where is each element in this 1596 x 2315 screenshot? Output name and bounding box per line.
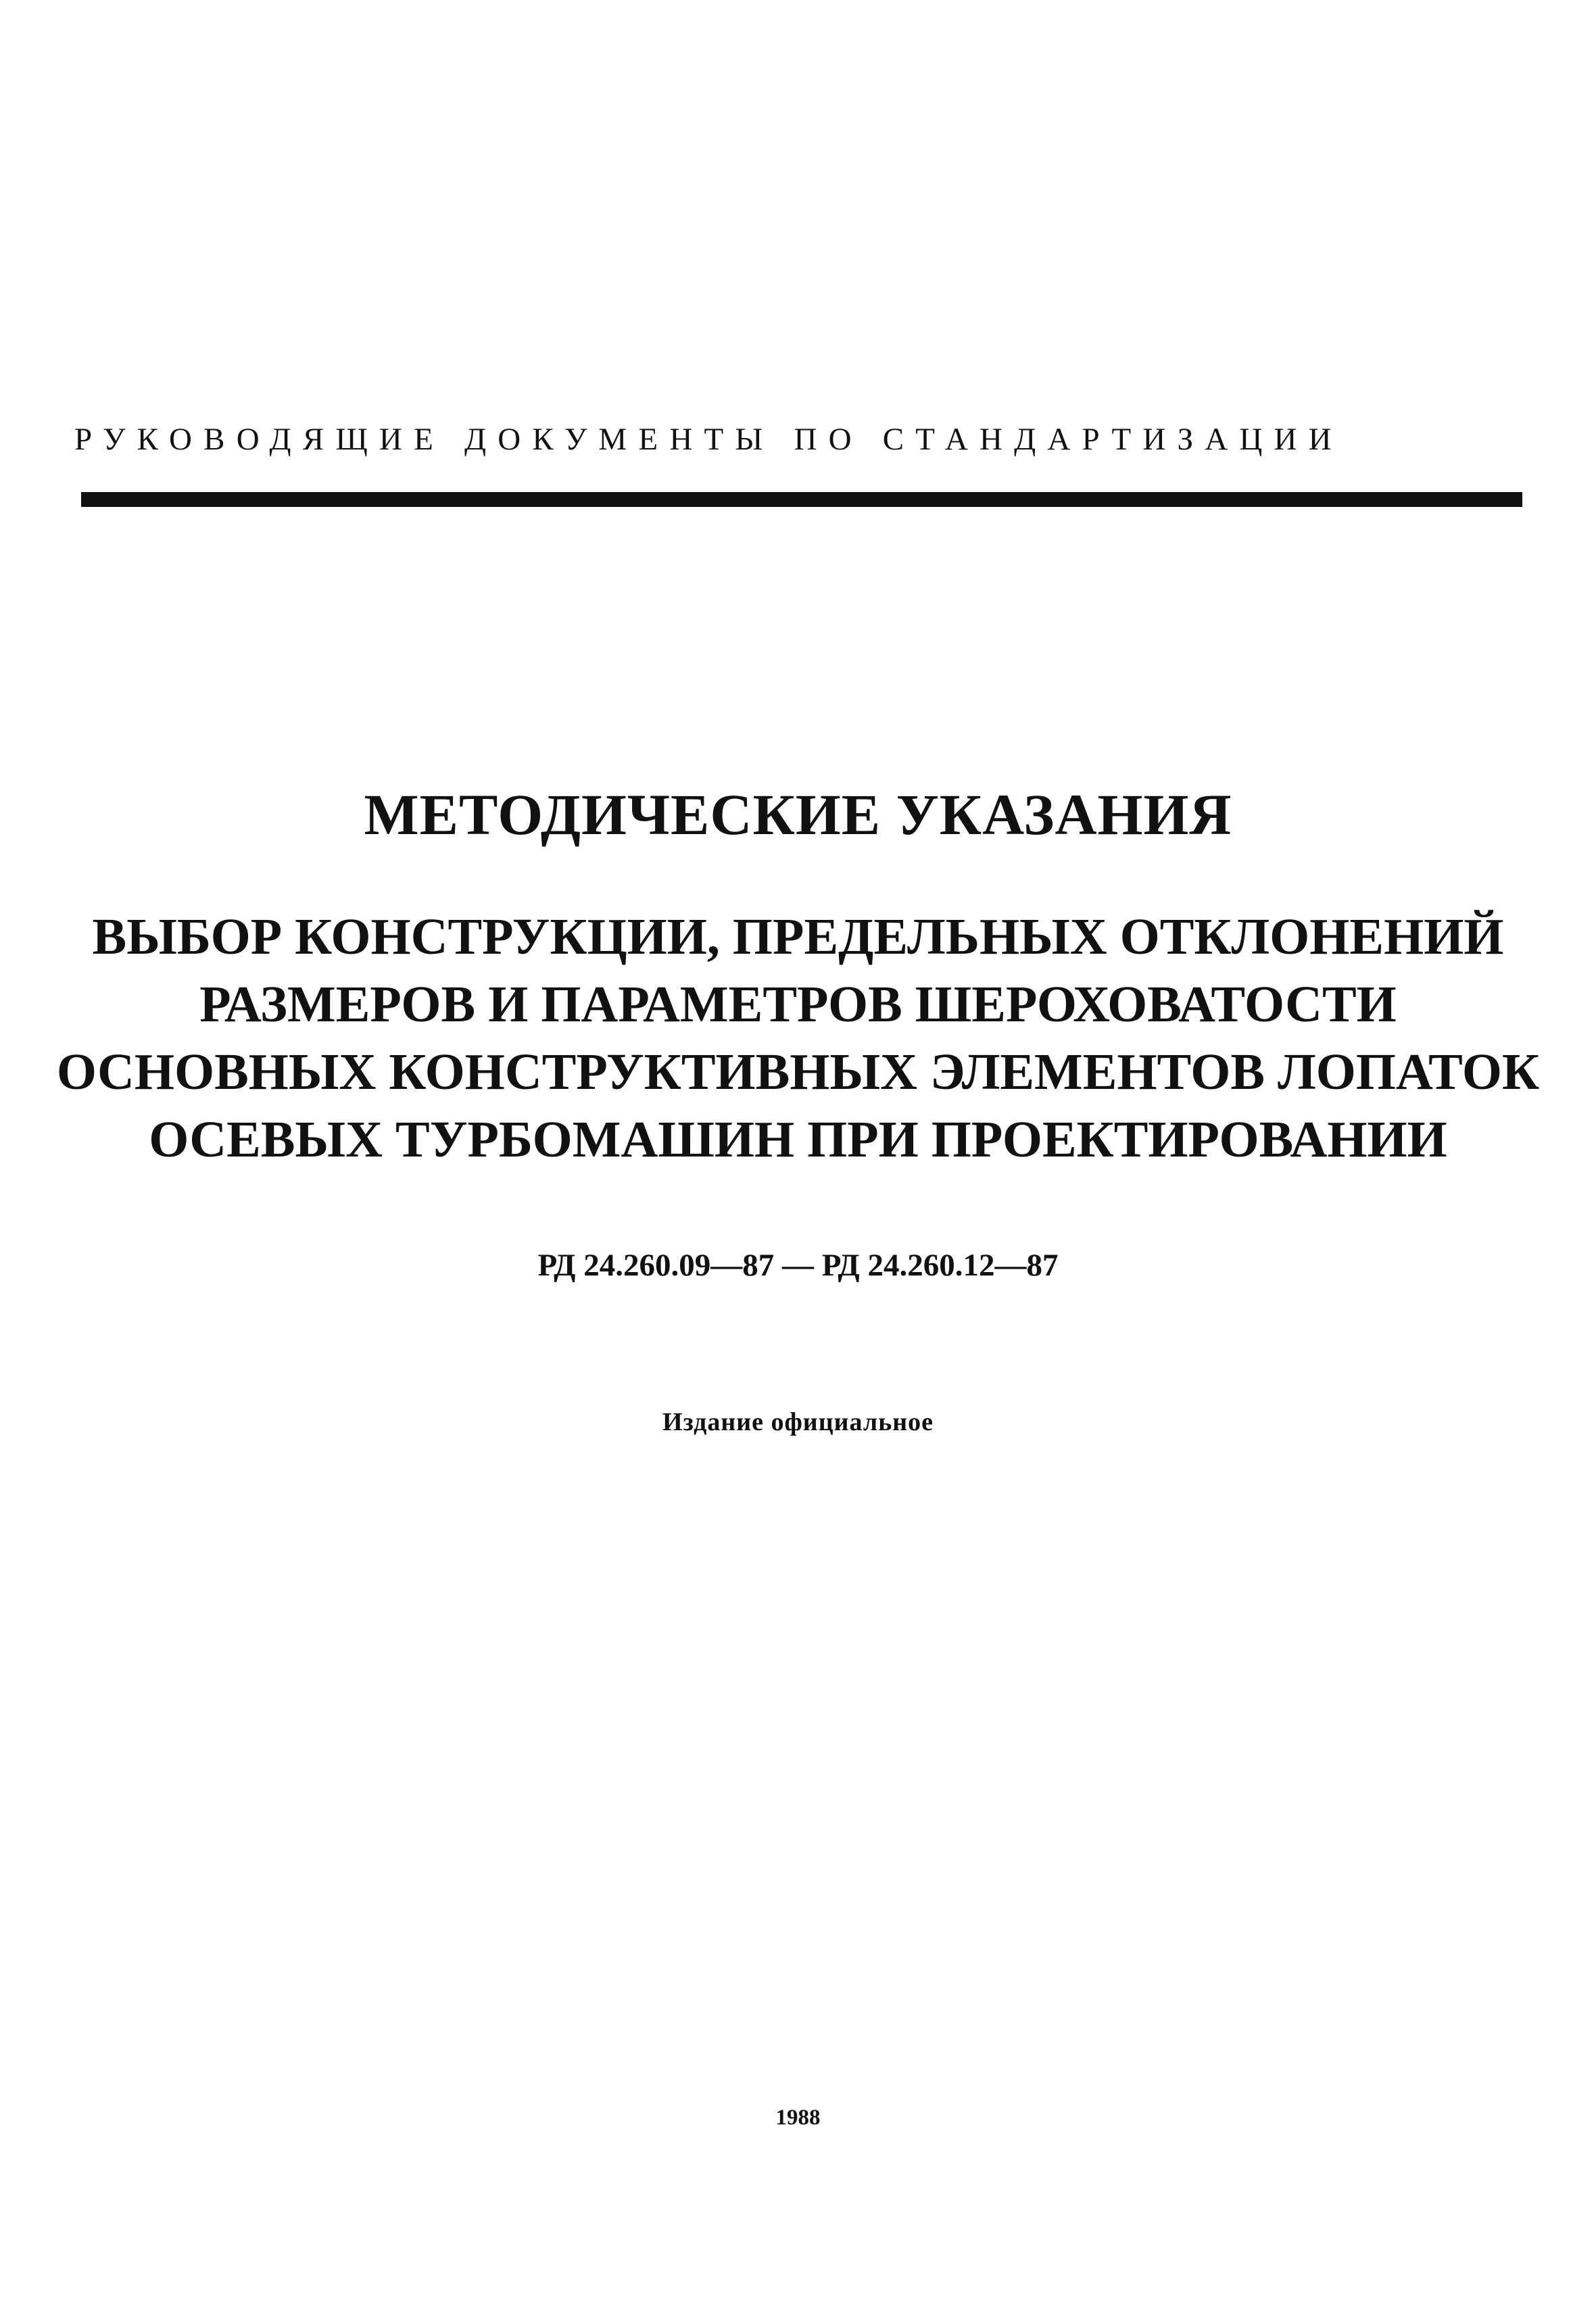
series-header: РУКОВОДЯЩИЕ ДОКУМЕНТЫ ПО СТАНДАРТИЗАЦИИ	[74, 422, 1343, 457]
subtitle-line-1: ВЫБОР КОНСТРУКЦИИ, ПРЕДЕЛЬНЫХ ОТКЛОНЕНИЙ	[92, 908, 1504, 965]
document-subtitle	[0, 903, 1596, 1173]
document-designation: РД 24.260.09—87 — РД 24.260.12—87	[537, 1248, 1059, 1283]
edition-label: Издание официальное	[662, 1408, 934, 1436]
subtitle-line-3: ОСНОВНЫХ КОНСТРУКТИВНЫХ ЭЛЕМЕНТОВ ЛОПАТОК	[56, 1044, 1540, 1100]
subtitle-line-2: РАЗМЕРОВ И ПАРАМЕТРОВ ШЕРОХОВАТОСТИ	[199, 976, 1397, 1033]
publication-year: 1988	[775, 2105, 821, 2130]
subtitle-line-4: ОСЕВЫХ ТУРБОМАШИН ПРИ ПРОЕКТИРОВАНИИ	[149, 1111, 1447, 1168]
series-divider-rule	[81, 492, 1522, 507]
document-title: МЕТОДИЧЕСКИЕ УКАЗАНИЯ	[364, 782, 1232, 847]
